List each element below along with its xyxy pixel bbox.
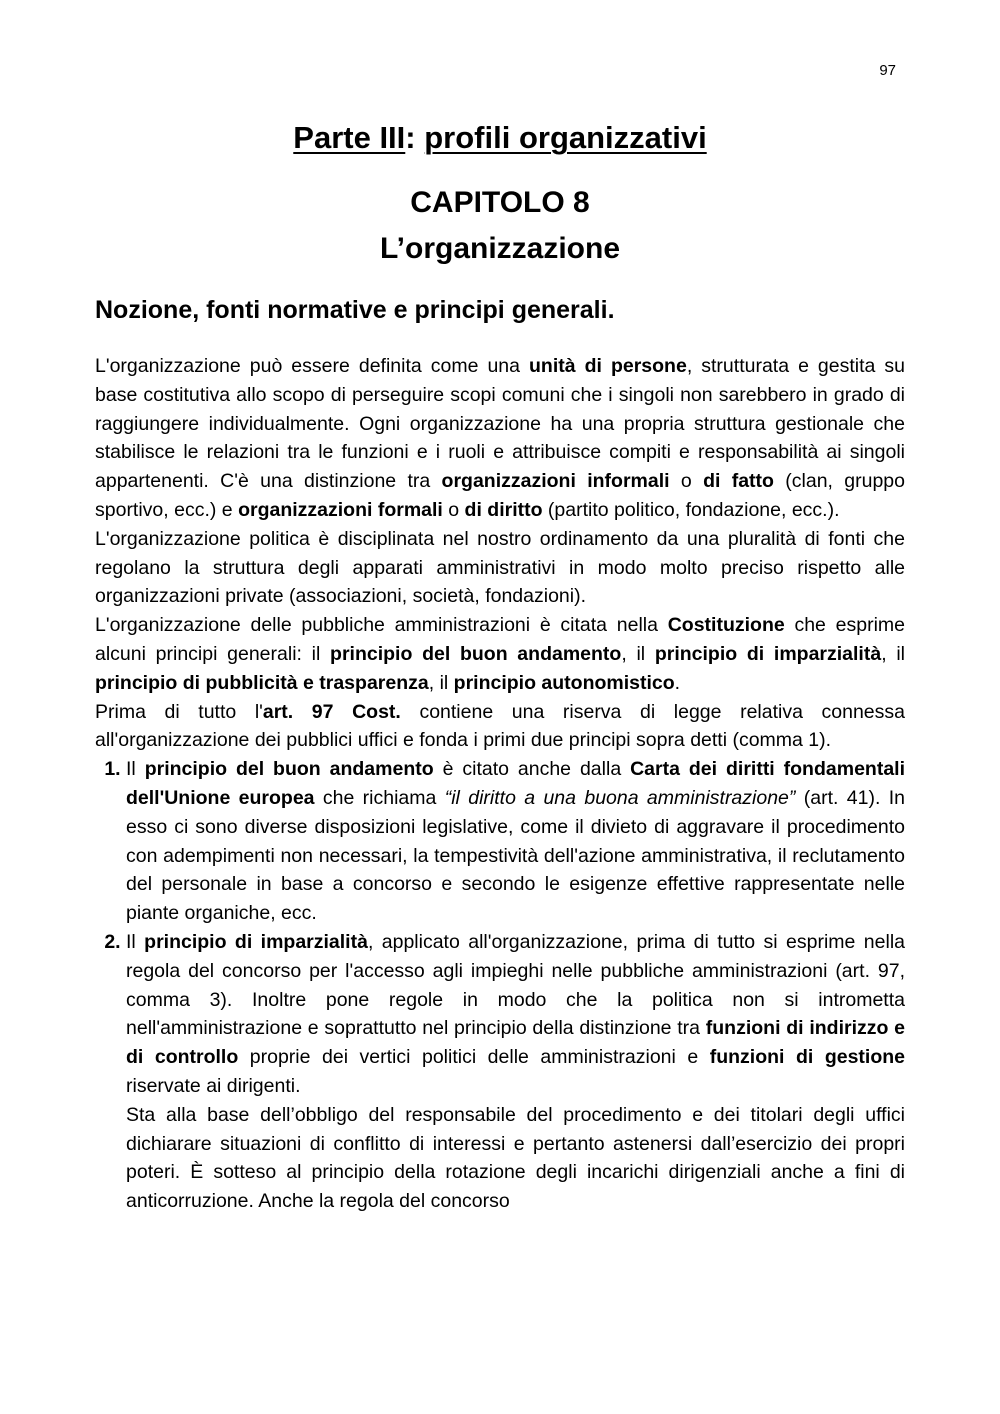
- text-run: è citato anche dalla: [433, 758, 631, 781]
- text-run: Prima di tutto l': [95, 700, 263, 723]
- bold-term: funzioni di gestione: [709, 1046, 906, 1069]
- bold-term: principio di imparzialità: [654, 642, 882, 665]
- text-run: , il: [621, 642, 655, 665]
- part-subject: profili organizzativi: [424, 120, 707, 155]
- chapter-number: CAPITOLO 8: [410, 186, 590, 219]
- paragraph-art97: [95, 698, 905, 756]
- text-run: contiene una riserva di legge relativa connessa all'organizzazione dei pubblici uffici e fonda i primi due principi sopra detti (comma 1).: [95, 700, 905, 752]
- text-run: riservate ai dirigenti.: [126, 1074, 301, 1097]
- text-run: (art. 41). In esso ci sono diverse disposizioni legislative, come il divieto di aggravare il procedimento con adempimenti non necessari, la tempestività dell'azione amministrativa, il reclutamento del personale in base a concorso e secondo le esigenze effettive rappresentate nelle piante organiche, ecc.: [126, 786, 905, 925]
- bold-term: organizzazioni informali: [441, 470, 670, 493]
- text-run: (clan, gruppo sportivo, ecc.) e: [95, 470, 906, 521]
- part-label: Parte III: [293, 120, 406, 155]
- text-run: .: [674, 671, 681, 694]
- bold-term: Costituzione: [667, 614, 785, 637]
- text-run: proprie dei vertici politici delle amministrazioni e: [238, 1046, 710, 1069]
- text-run: L'organizzazione delle pubbliche amministrazioni è citata nella: [95, 614, 668, 637]
- text-run: (partito politico, fondazione, ecc.).: [542, 498, 840, 521]
- text-run: che esprime alcuni principi generali: il: [95, 614, 905, 665]
- text-run: , strutturata e gestita su base costitutiva allo scopo di perseguire scopi comuni che i singoli non sarebbero in grado di raggiungere individualmente. Ogni organizzazione ha una propria struttura gestionale che stabilisce le relazioni tra le funzioni e i ruoli e attribuisce compiti e responsabilità ai singoli appartenenti. C'è una distinzione tra: [95, 355, 905, 493]
- text-run: o: [442, 498, 465, 521]
- chapter-title: L’organizzazione: [379, 232, 621, 265]
- list-item-buon-andamento: [126, 755, 905, 928]
- part-title: [0, 120, 1000, 156]
- paragraph-political-organization: L'organizzazione politica è disciplinata nel nostro ordinamento da una pluralità di fonti che regolano la struttura degli apparati amministrativi in modo molto preciso rispetto alle organizzazioni private (associazioni, società, fondazioni).: [95, 527, 905, 608]
- bold-term: di diritto: [464, 498, 543, 521]
- text-run: che richiama: [314, 786, 445, 809]
- paragraph-definition: [95, 352, 905, 525]
- text-run: , il: [428, 671, 454, 694]
- list-item-imparzialita: [126, 928, 905, 1216]
- bold-term: principio del buon andamento: [144, 758, 434, 781]
- page-number: 97: [879, 62, 896, 79]
- text-run: Il: [126, 930, 145, 953]
- bold-term: funzioni di indirizzo e di controllo: [126, 1017, 906, 1069]
- bold-term: organizzazioni formali: [238, 498, 443, 521]
- bold-term: principio autonomistico: [453, 671, 675, 694]
- bold-term: principio di imparzialità: [144, 930, 368, 953]
- bold-term: di fatto: [703, 470, 774, 493]
- text-run: , il: [881, 642, 905, 665]
- body-text: [95, 352, 905, 1216]
- bold-term: art. 97 Cost.: [262, 700, 401, 723]
- text-run: o: [669, 470, 704, 493]
- list-item-paragraph: [126, 928, 905, 1101]
- bold-term: principio di pubblicità e trasparenza: [95, 671, 429, 694]
- part-separator: :: [405, 120, 416, 155]
- list-item-paragraph: Sta alla base dell’obbligo del responsabile del procedimento e dei titolari degli uffici dichiarare situazioni di conflitto di interessi e pertanto astenersi dall’esercizio dei propri poteri. È sotteso al principio della rotazione degli incarichi dirigenziali anche a fini di anticorruzione. Anche la regola del concorso: [126, 1103, 905, 1213]
- bold-term: Carta dei diritti fondamentali dell'Unione europea: [126, 758, 905, 809]
- text-run: L'organizzazione può essere definita come una: [95, 355, 530, 377]
- bold-term: principio del buon andamento: [330, 642, 622, 665]
- section-title: Nozione, fonti normative e principi generali.: [95, 296, 615, 324]
- text-run: Il: [126, 758, 145, 781]
- text-run: , applicato all'organizzazione, prima di tutto si esprime nella regola del concorso per l'accesso agli impieghi nelle pubbliche amministrazioni (art. 97, comma 3). Inoltre pone regole in modo che la politica non si intrometta nell'amministrazione e soprattutto nel principio della distinzione tra: [126, 930, 905, 1040]
- paragraph-constitution: [95, 611, 905, 697]
- principles-list: [95, 755, 905, 1216]
- bold-term: unità di persone: [529, 355, 687, 377]
- italic-quote: “il diritto a una buona amministrazione”: [444, 786, 796, 809]
